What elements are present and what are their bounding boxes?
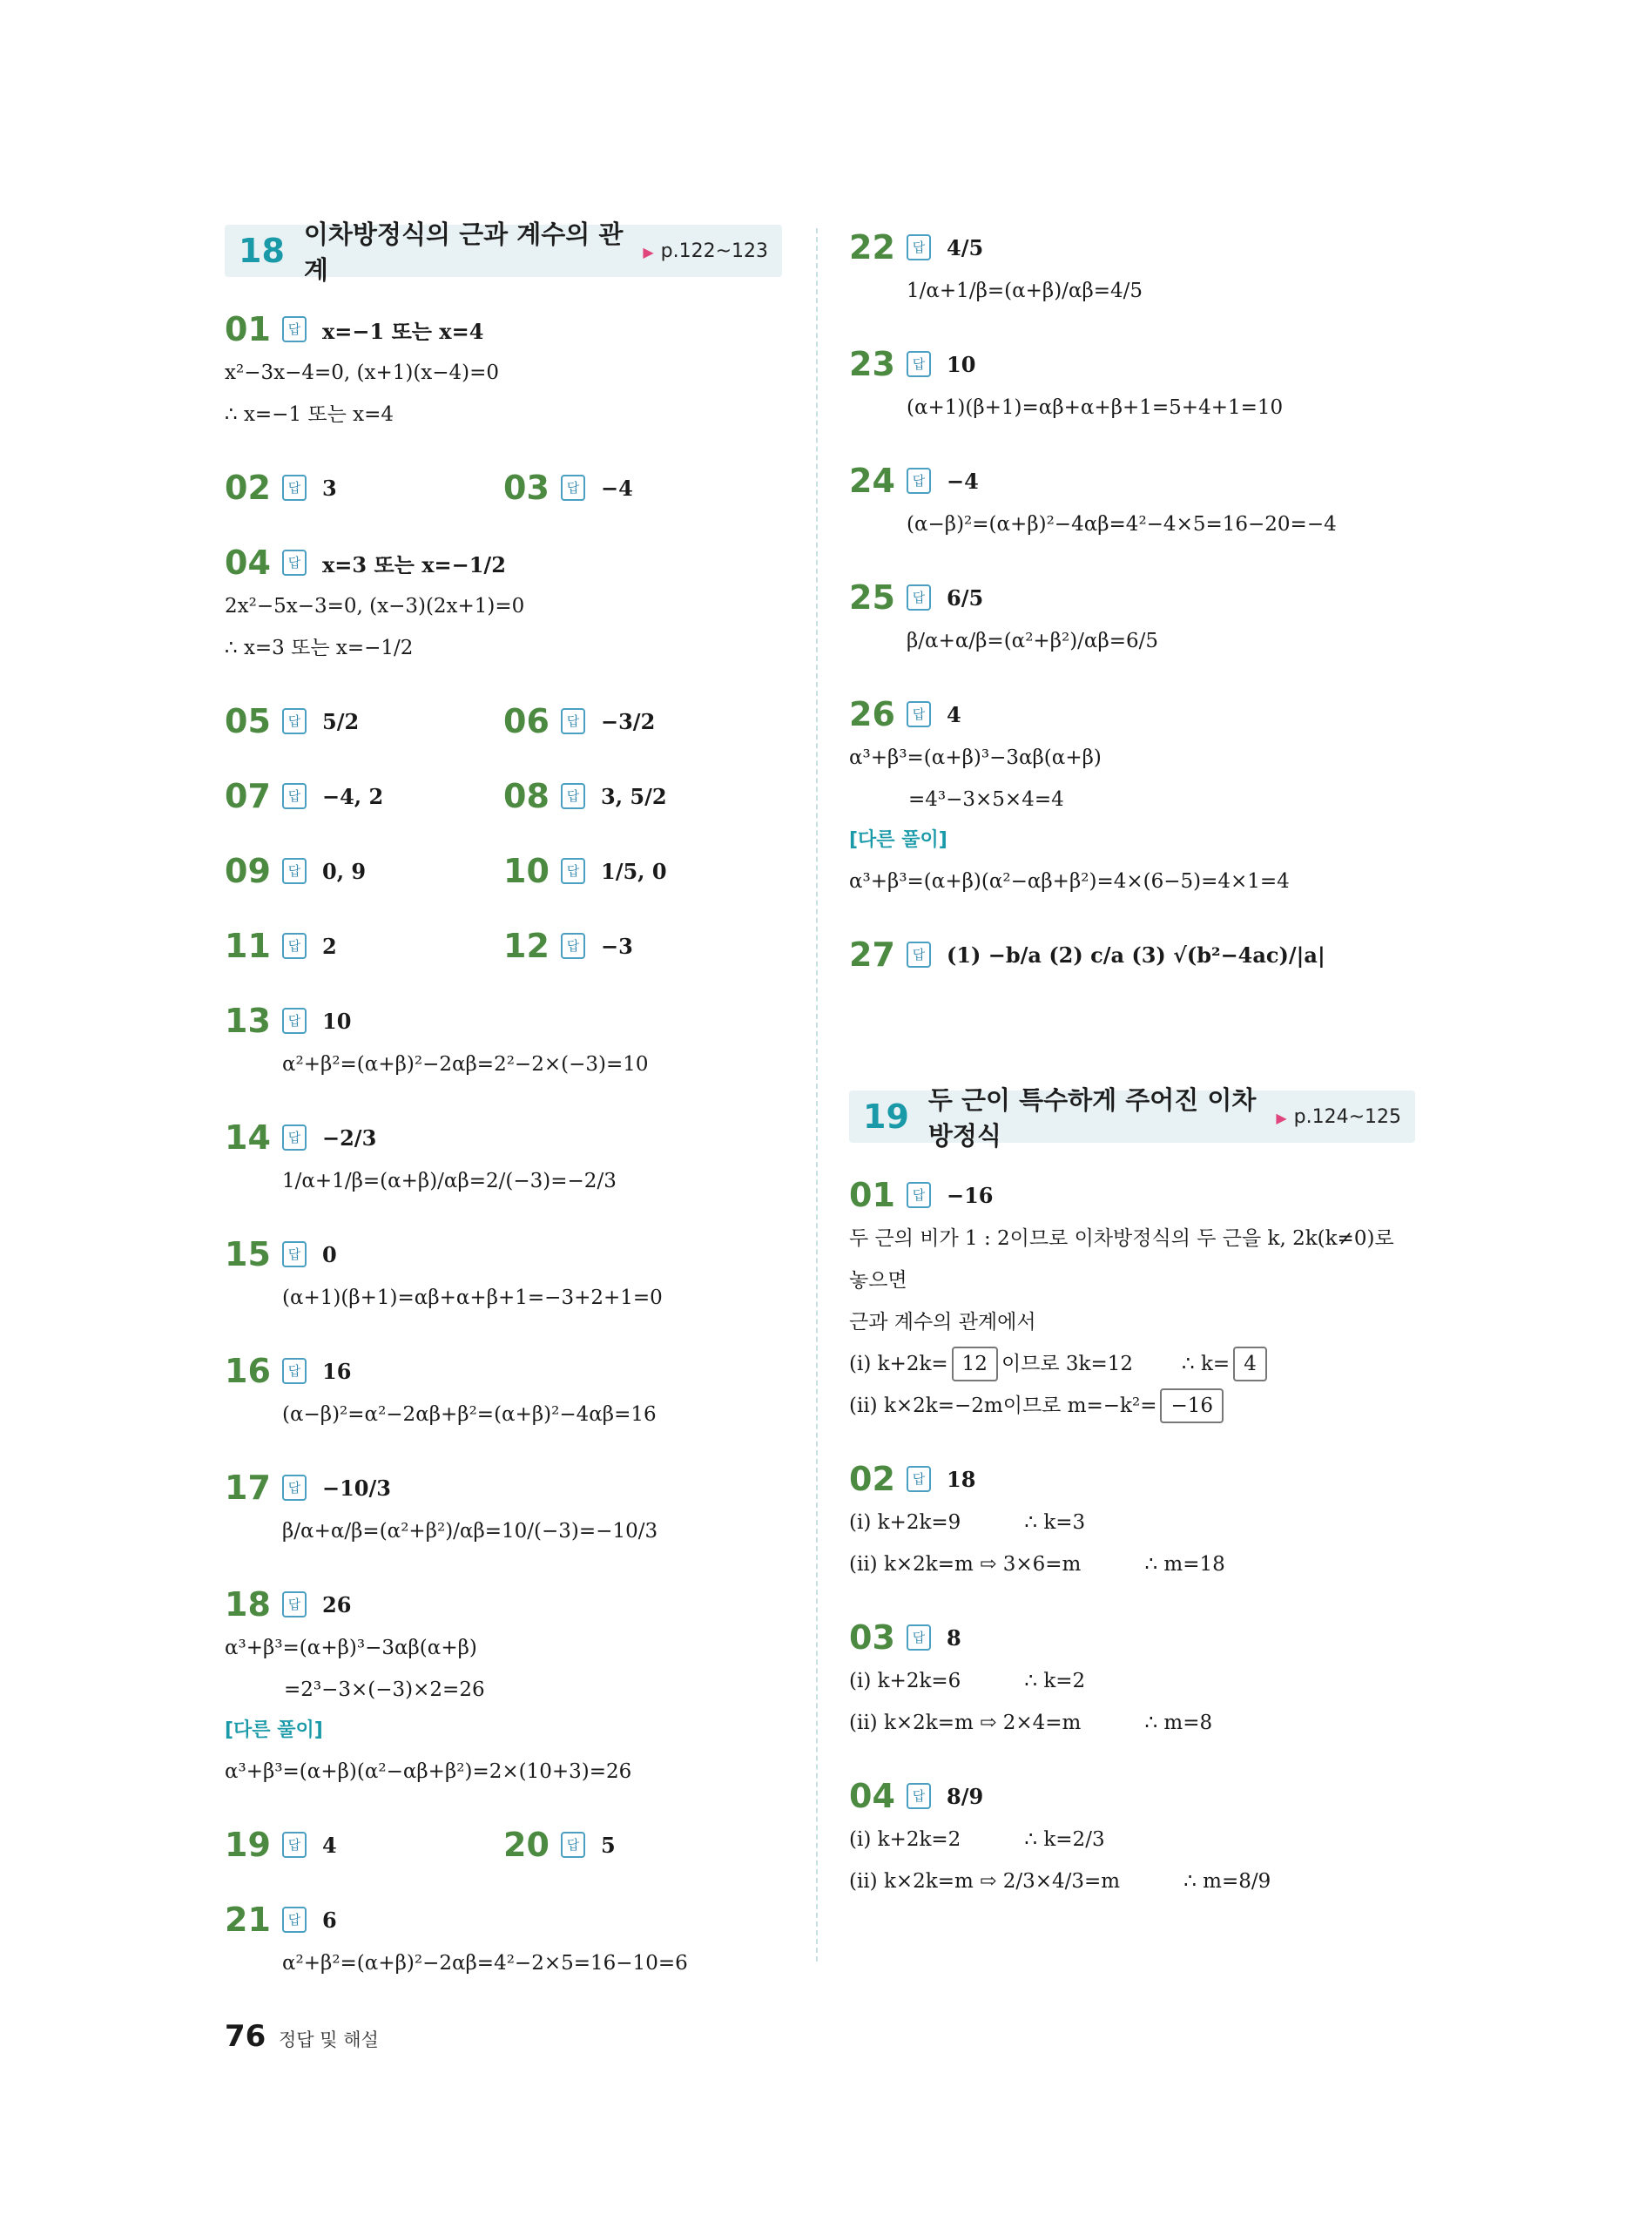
section-pages: ▶ p.122~123 — [643, 240, 768, 262]
problem-19-04: 04 답 8/9 (ⅰ) k+2k=2 ∴ k=2/3 (ⅱ) k×2k=m ⇨ 2/3×4/3=m ∴ m=8/9 — [849, 1773, 1415, 1902]
problem-25: 25 답 6/5 β/α+α/β=(α²+β²)/αβ=6/5 — [849, 575, 1415, 662]
problem-18: 18 답 26 α³+β³=(α+β)³−3αβ(α+β) =2³−3×(−3)×2=26 [다른 풀이] α³+β³=(α+β)(α²−αβ+β²)=2×(10+3)=26 — [225, 1582, 782, 1793]
answer-badge-icon: 답 — [561, 933, 585, 959]
problem-01: 01 답 x=−1 또는 x=4 x²−3x−4=0, (x+1)(x−4)=0 ∴ x=−1 또는 x=4 — [225, 307, 782, 436]
answer-badge-icon: 답 — [561, 858, 585, 884]
solution-line: (ⅰ) k+2k=2 ∴ k=2/3 — [849, 1828, 1105, 1851]
solution-line: α²+β²=(α+β)²−2αβ=4²−2×5=16−10=6 — [282, 1952, 688, 1975]
alt-solution-label: [다른 풀이] — [849, 829, 947, 851]
solution-line: (ⅱ) k×2k=m ⇨ 2×4=m ∴ m=8 — [849, 1712, 1213, 1734]
answer-badge-icon: 답 — [282, 1907, 307, 1933]
problem-row: 09 답 0, 9 10 답 1/5, 0 — [225, 852, 667, 890]
column-divider — [816, 228, 818, 1962]
solution-line: 놓으면 — [849, 1269, 907, 1292]
section-number: 19 — [863, 1097, 909, 1136]
answer-badge-icon: 답 — [907, 584, 931, 611]
solution-line: β/α+α/β=(α²+β²)/αβ=10/(−3)=−10/3 — [282, 1520, 658, 1543]
left-column — [225, 219, 782, 1984]
answer-badge-icon: 답 — [282, 1008, 307, 1034]
answer-badge-icon: 답 — [282, 550, 307, 576]
triangle-icon: ▶ — [643, 243, 654, 260]
problem-13: 13 답 10 α²+β²=(α+β)²−2αβ=2²−2×(−3)=10 — [225, 998, 782, 1085]
solution-line: 1/α+1/β=(α+β)/αβ=2/(−3)=−2/3 — [282, 1170, 617, 1192]
answer-badge-icon: 답 — [561, 475, 585, 501]
solution-line: α³+β³=(α+β)³−3αβ(α+β) — [225, 1637, 477, 1659]
solution-line: (α+1)(β+1)=αβ+α+β+1=−3+2+1=0 — [282, 1286, 663, 1309]
section-title: 두 근이 특수하게 주어진 이차방정식 — [927, 1085, 1257, 1151]
solution-line: α²+β²=(α+β)²−2αβ=2²−2×(−3)=10 — [282, 1053, 649, 1076]
answer-badge-icon: 답 — [907, 942, 931, 968]
answer: x=−1 또는 x=4 — [322, 318, 484, 344]
answer-badge-icon: 답 — [282, 1124, 307, 1151]
answer-badge-icon: 답 — [907, 1783, 931, 1809]
solution-line: α³+β³=(α+β)(α²−αβ+β²)=2×(10+3)=26 — [225, 1760, 632, 1783]
problem-15: 15 답 0 (α+1)(β+1)=αβ+α+β+1=−3+2+1=0 — [225, 1232, 782, 1319]
problem-16: 16 답 16 (α−β)²=α²−2αβ+β²=(α+β)²−4αβ=16 — [225, 1348, 782, 1435]
solution-line: (ⅰ) k+2k= 12 이므로 3k=12 ∴ k= 4 — [849, 1343, 1415, 1385]
answer-badge-icon: 답 — [282, 475, 307, 501]
answer-badge-icon: 답 — [282, 1241, 307, 1267]
answer-badge-icon: 답 — [907, 234, 931, 260]
solution-line: (α+1)(β+1)=αβ+α+β+1=5+4+1=10 — [907, 396, 1284, 419]
solution-line: (ⅱ) k×2k=−2m이므로 m=−k²= −16 — [849, 1385, 1415, 1427]
solution-line: 두 근의 비가 1 : 2이므로 이차방정식의 두 근을 k, 2k(k≠0)로 — [849, 1227, 1394, 1250]
problem-04: 04 답 x=3 또는 x=−1/2 2x²−5x−3=0, (x−3)(2x+1)=0 ∴ x=3 또는 x=−1/2 — [225, 540, 782, 669]
answer-badge-icon: 답 — [282, 858, 307, 884]
answer-box: 4 — [1233, 1347, 1267, 1381]
triangle-icon: ▶ — [1276, 1109, 1287, 1126]
solution-line: ∴ x=−1 또는 x=4 — [225, 403, 394, 426]
problem-21: 21 답 6 α²+β²=(α+β)²−2αβ=4²−2×5=16−10=6 — [225, 1897, 782, 1984]
problem-row: 07 답 −4, 2 08 답 3, 5/2 — [225, 777, 667, 815]
footer-label: 정답 및 해설 — [279, 2029, 379, 2050]
problem-24: 24 답 −4 (α−β)²=(α+β)²−4αβ=4²−4×5=16−20=−4 — [849, 458, 1415, 545]
solution-line: (ⅱ) k×2k=m ⇨ 3×6=m ∴ m=18 — [849, 1553, 1225, 1576]
solution-line: (ⅰ) k+2k=9 ∴ k=3 — [849, 1511, 1086, 1534]
answer-badge-icon: 답 — [907, 1624, 931, 1651]
problem-26: 26 답 4 α³+β³=(α+β)³−3αβ(α+β) =4³−3×5×4=4 [다른 풀이] α³+β³=(α+β)(α²−αβ+β²)=4×(6−5)=4×1=4 — [849, 692, 1415, 902]
problem-23: 23 답 10 (α+1)(β+1)=αβ+α+β+1=5+4+1=10 — [849, 341, 1415, 429]
problem-19-02: 02 답 18 (ⅰ) k+2k=9 ∴ k=3 (ⅱ) k×2k=m ⇨ 3×6=m ∴ m=18 — [849, 1456, 1415, 1585]
solution-line: x²−3x−4=0, (x+1)(x−4)=0 — [225, 361, 500, 384]
answer-badge-icon: 답 — [907, 351, 931, 377]
page-number: 76 — [225, 2019, 266, 2054]
problem-27: 27 답 (1) −b/a (2) c/a (3) √(b²−4ac)/|a| — [849, 935, 1325, 974]
answer-badge-icon: 답 — [561, 1832, 585, 1858]
solution-line: =4³−3×5×4=4 — [908, 788, 1064, 811]
problem-row: 11 답 2 12 답 −3 — [225, 927, 633, 965]
problem-row: 02 답 3 03 답 −4 — [225, 469, 633, 507]
answer-badge-icon: 답 — [907, 468, 931, 494]
section-pages: ▶ p.124~125 — [1276, 1105, 1401, 1128]
solution-line: β/α+α/β=(α²+β²)/αβ=6/5 — [907, 630, 1159, 652]
answer-badge-icon: 답 — [282, 316, 307, 342]
section-title: 이차방정식의 근과 계수의 관계 — [303, 219, 624, 285]
section-header-18 — [225, 219, 782, 285]
answer-badge-icon: 답 — [282, 1591, 307, 1617]
answer-badge-icon: 답 — [907, 1182, 931, 1208]
section-header-19 — [849, 1085, 1415, 1151]
right-column — [849, 225, 1415, 1902]
answer-box: 12 — [952, 1347, 998, 1381]
solution-line: (ⅰ) k+2k=6 ∴ k=2 — [849, 1670, 1086, 1692]
problem-row: 05 답 5/2 06 답 −3/2 — [225, 702, 656, 740]
problem-17: 17 답 −10/3 β/α+α/β=(α²+β²)/αβ=10/(−3)=−10/3 — [225, 1465, 782, 1552]
alt-solution-label: [다른 풀이] — [225, 1719, 323, 1741]
solution-line: (ⅱ) k×2k=m ⇨ 2/3×4/3=m ∴ m=8/9 — [849, 1870, 1271, 1893]
answer-badge-icon: 답 — [282, 1358, 307, 1384]
answer-badge-icon: 답 — [282, 708, 307, 734]
solution-line: α³+β³=(α+β)(α²−αβ+β²)=4×(6−5)=4×1=4 — [849, 870, 1290, 893]
problem-14: 14 답 −2/3 1/α+1/β=(α+β)/αβ=2/(−3)=−2/3 — [225, 1115, 782, 1202]
answer-badge-icon: 답 — [561, 783, 585, 809]
solution-line: 근과 계수의 관계에서 — [849, 1311, 1036, 1334]
solution-line: =2³−3×(−3)×2=26 — [284, 1678, 485, 1701]
answer-box: −16 — [1160, 1388, 1224, 1423]
solution-line: 2x²−5x−3=0, (x−3)(2x+1)=0 — [225, 595, 525, 618]
section-number: 18 — [239, 232, 285, 270]
answer-badge-icon: 답 — [282, 933, 307, 959]
answer-badge-icon: 답 — [907, 1466, 931, 1492]
answer-badge-icon: 답 — [907, 701, 931, 727]
solution-line: (α−β)²=α²−2αβ+β²=(α+β)²−4αβ=16 — [282, 1403, 657, 1426]
problem-19-01: 01 답 −16 두 근의 비가 1 : 2이므로 이차방정식의 두 근을 k, 2k(k≠0)로 놓으면 근과 계수의 관계에서 (ⅰ) k+2k= 12 이므로 3k=12 ∴ k= 4 (ⅱ) k×2k=−2m이므로 m=−k²= −16 — [849, 1172, 1415, 1427]
answer-badge-icon: 답 — [282, 1832, 307, 1858]
solution-line: 1/α+1/β=(α+β)/αβ=4/5 — [907, 280, 1143, 302]
answer-badge-icon: 답 — [561, 708, 585, 734]
solution-line: ∴ x=3 또는 x=−1/2 — [225, 637, 414, 659]
solution-line: α³+β³=(α+β)³−3αβ(α+β) — [849, 746, 1102, 769]
problem-row: 19 답 4 20 답 5 — [225, 1826, 616, 1864]
problem-22: 22 답 4/5 1/α+1/β=(α+β)/αβ=4/5 — [849, 225, 1415, 312]
answer-badge-icon: 답 — [282, 1475, 307, 1501]
solution-line: (α−β)²=(α+β)²−4αβ=4²−4×5=16−20=−4 — [907, 513, 1337, 536]
problem-19-03: 03 답 8 (ⅰ) k+2k=6 ∴ k=2 (ⅱ) k×2k=m ⇨ 2×4=m ∴ m=8 — [849, 1615, 1415, 1744]
answer-badge-icon: 답 — [282, 783, 307, 809]
